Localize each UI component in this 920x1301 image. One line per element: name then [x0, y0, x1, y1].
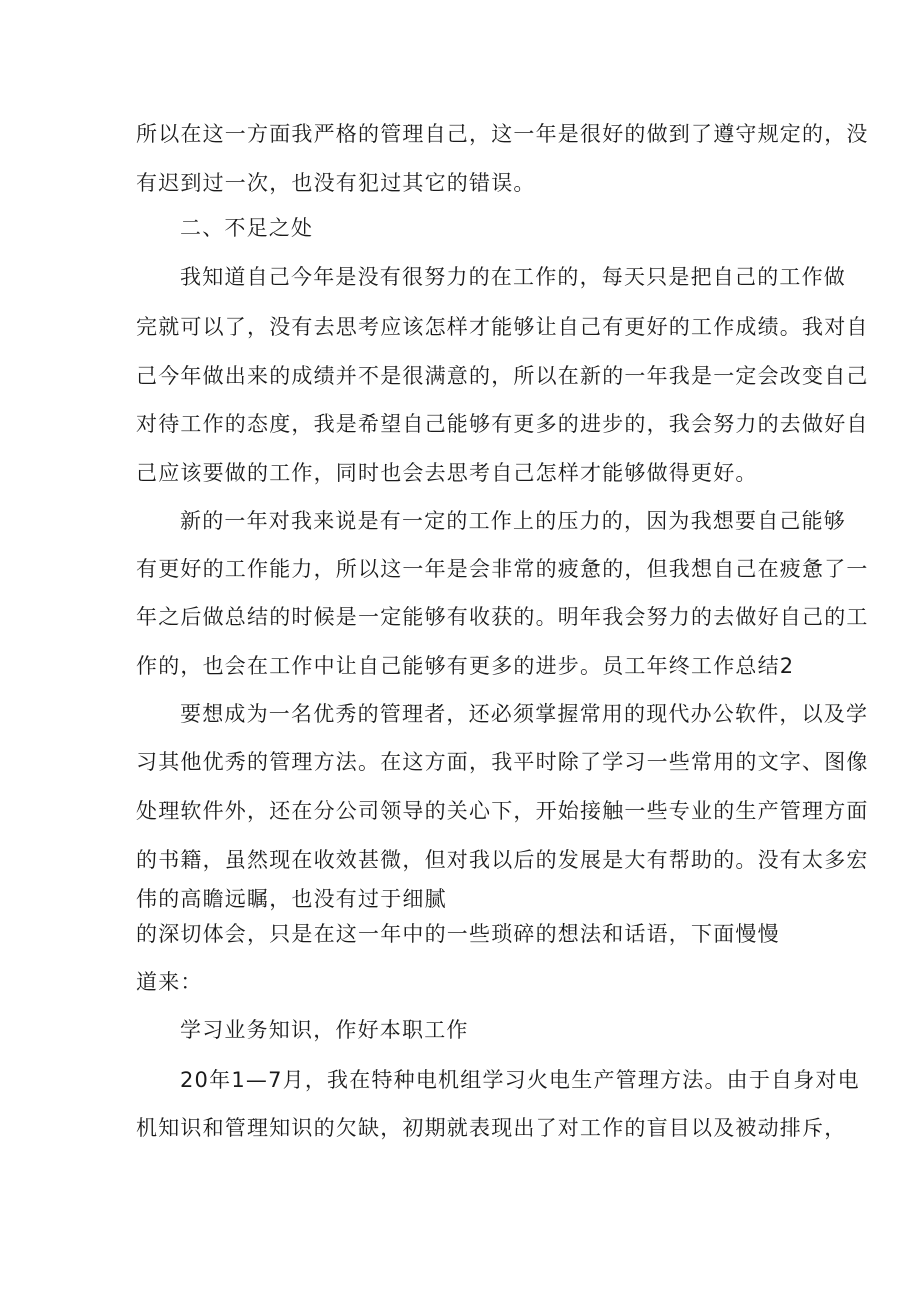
text-line: 新的一年对我来说是有一定的工作上的压力的，因为我想要自己能够 — [180, 509, 846, 533]
text-line: 己应该要做的工作，同时也会去思考自己怎样才能够做得更好。 — [136, 461, 758, 485]
text-line: 伟的高瞻远瞩，也没有过于细腻 — [136, 887, 447, 911]
text-line: 己今年做出来的成绩并不是很满意的，所以在新的一年我是一定会改变自己 — [136, 364, 869, 388]
text-line: 的深切体会，只是在这一年中的一些琐碎的想法和话语，下面慢慢 — [136, 922, 780, 946]
text-line: 要想成为一名优秀的管理者，还必须掌握常用的现代办公软件，以及学 — [180, 702, 869, 726]
text-line: 所以在这一方面我严格的管理自己，这一年是很好的做到了遵守规定的，没 — [136, 122, 869, 146]
text-line: 处理软件外，还在分公司领导的关心下，开始接触一些专业的生产管理方面 — [136, 799, 869, 823]
text-line: 习其他优秀的管理方法。在这方面，我平时除了学习一些常用的文字、图像 — [136, 750, 869, 774]
text-line: 完就可以了，没有去思考应该怎样才能够让自己有更好的工作成绩。我对自 — [136, 315, 869, 339]
section-heading: 学习业务知识，作好本职工作 — [180, 1018, 469, 1042]
text-line: 对待工作的态度，我是希望自己能够有更多的进步的，我会努力的去做好自 — [136, 412, 869, 436]
text-line: 作的，也会在工作中让自己能够有更多的进步。员工年终工作总结2 — [136, 654, 795, 678]
text-line: 年之后做总结的时候是一定能够有收获的。明年我会努力的去做好自己的工 — [136, 605, 869, 629]
text-line: 机知识和管理知识的欠缺，初期就表现出了对工作的盲目以及被动排斥， — [136, 1116, 847, 1140]
text-line: 的书籍，虽然现在收效甚微，但对我以后的发展是大有帮助的。没有太多宏 — [136, 848, 869, 872]
text-line: 有迟到过一次，也没有犯过其它的错误。 — [136, 171, 536, 195]
text-line: 我知道自己今年是没有很努力的在工作的，每天只是把自己的工作做 — [180, 265, 846, 289]
text-line: 有更好的工作能力，所以这一年是会非常的疲惫的，但我想自己在疲惫了一 — [136, 557, 869, 581]
section-heading: 二、不足之处 — [180, 216, 314, 240]
text-line: 20年1—7月，我在特种电机组学习火电生产管理方法。由于自身对电 — [180, 1068, 860, 1092]
text-line: 道来： — [136, 970, 203, 994]
